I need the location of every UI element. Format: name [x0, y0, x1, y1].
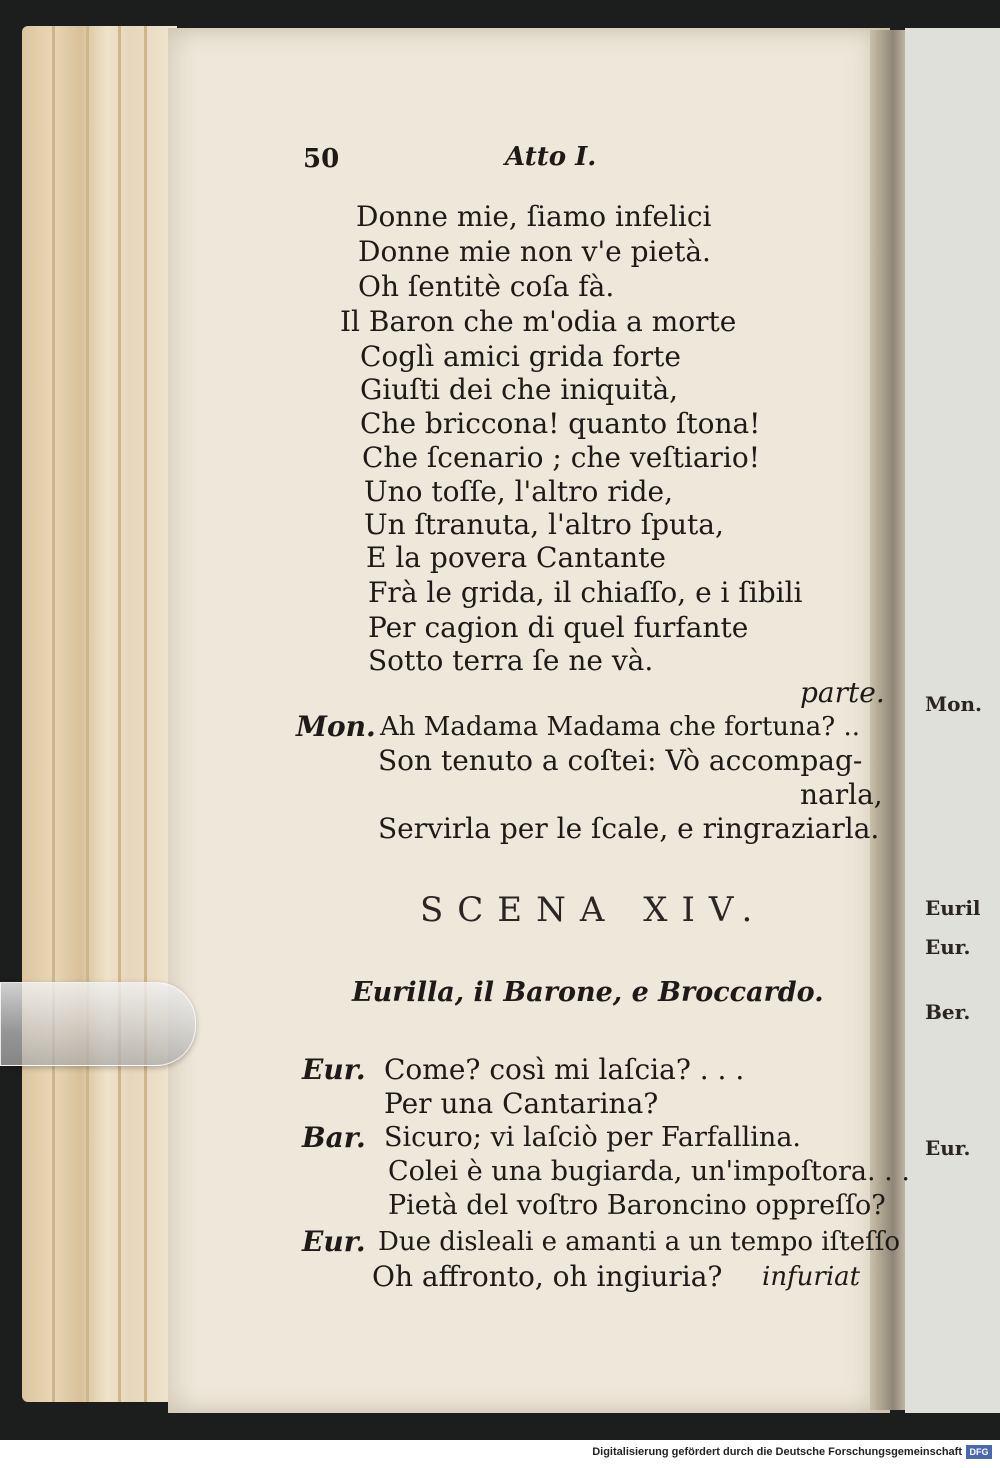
- dfg-logo-icon: DFG: [966, 1445, 992, 1459]
- verse-line: Per cagion di quel furfante: [368, 611, 749, 644]
- speech-line: Due disleali e amanti a un tempo iſteſſo: [378, 1227, 900, 1257]
- speech-line: Sicuro; vi laſciò per Farfallina.: [384, 1122, 801, 1153]
- verse-line: Sotto terra ſe ne và.: [368, 644, 654, 677]
- speech-line: Son tenuto a coſtei: Vò accompag-: [378, 744, 863, 777]
- stage-direction: infuriat: [762, 1262, 861, 1292]
- speaker-label: Eur.: [302, 1225, 366, 1258]
- running-head: Atto I.: [505, 142, 597, 172]
- verse-line: Che briccona! quanto ſtona!: [360, 407, 761, 440]
- facing-label: Mon.: [925, 692, 982, 716]
- footer-credit: Digitalisierung gefördert durch die Deutsche Forschungsgemeinschaft: [592, 1446, 962, 1458]
- speaker-label: Bar.: [302, 1121, 366, 1154]
- speaker-label: Eur.: [302, 1053, 366, 1086]
- facing-label: Euril: [925, 896, 981, 920]
- page-number: 50: [303, 144, 340, 174]
- verse-line: E la povera Cantante: [366, 541, 666, 574]
- verse-line: Uno toſſe, l'altro ride,: [364, 475, 674, 508]
- speech-line: Colei è una bugiarda, un'impoſtora. . .: [388, 1156, 910, 1187]
- speech-line: Ah Madama Madama che fortuna? ..: [380, 712, 860, 742]
- verse-line: Frà le grida, il chiaſſo, e i ſibili: [368, 576, 803, 609]
- stage-direction: parte.: [800, 676, 885, 709]
- verse-line: Giuſti dei che iniquità,: [360, 373, 679, 406]
- speech-line: Per una Cantarina?: [384, 1087, 659, 1120]
- facing-label: Eur.: [925, 1136, 971, 1160]
- speaker-label: Mon.: [296, 710, 376, 743]
- speech-line: Oh affronto, oh ingiuria?: [372, 1260, 723, 1293]
- speech-line: Servirla per le ſcale, e ringraziarla.: [378, 812, 880, 845]
- verse-line: Un ſtranuta, l'altro ſputa,: [364, 508, 724, 541]
- facing-page: [905, 28, 1000, 1413]
- facing-label: Eur.: [925, 935, 971, 959]
- verse-line: Donne mie non v'e pietà.: [358, 235, 711, 268]
- facing-label: Ber.: [925, 1000, 971, 1024]
- scene-persons: Eurilla, il Barone, e Broccardo.: [352, 977, 824, 1008]
- page-edges: [22, 26, 177, 1402]
- verse-line: Oh ſentitè coſa fà.: [358, 270, 615, 303]
- page-clip: [0, 982, 196, 1066]
- speech-line: Pietà del voſtro Baroncino oppreſſo?: [388, 1190, 886, 1221]
- verse-line: Il Baron che m'odia a morte: [340, 305, 737, 338]
- speech-line: Come? così mi laſcia? . . .: [384, 1053, 745, 1086]
- scene-title: SCENA XIV.: [420, 890, 767, 930]
- verse-line: Che ſcenario ; che veſtiario!: [362, 441, 760, 474]
- verse-line: Coglì amici grida forte: [360, 340, 681, 373]
- verse-line: Donne mie, ſiamo infelici: [356, 200, 712, 233]
- speech-line: narla,: [800, 778, 883, 811]
